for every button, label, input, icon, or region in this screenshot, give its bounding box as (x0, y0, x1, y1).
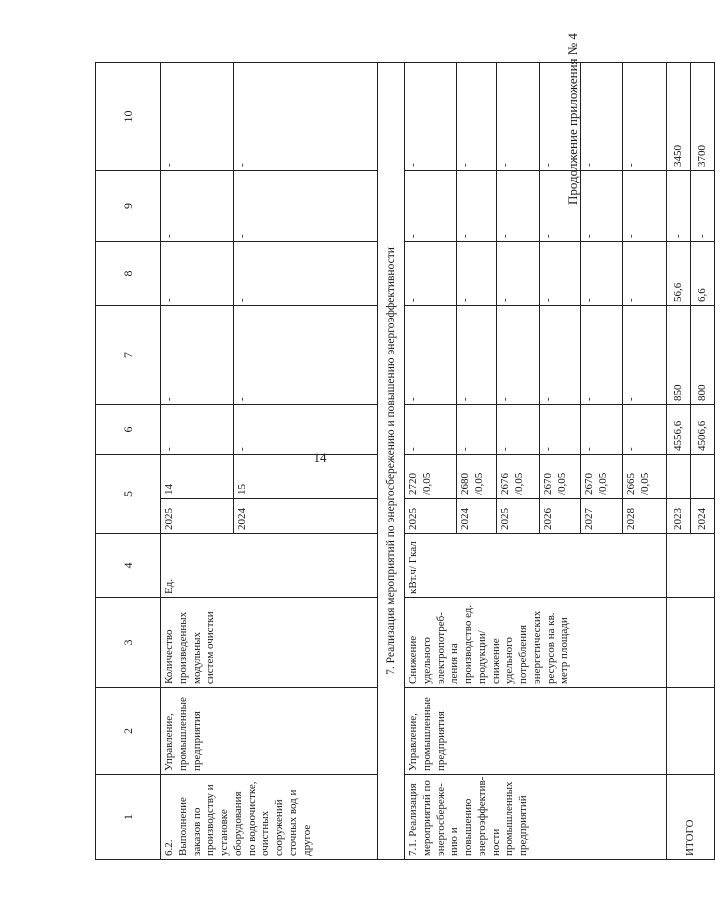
page-number: 14 (313, 450, 327, 465)
cell (667, 598, 715, 688)
value-cell: 15 (234, 455, 378, 499)
cell: 3450 (667, 63, 691, 171)
header-col-8: 8 (96, 242, 161, 306)
cell (667, 688, 715, 775)
header-col-5: 5 (96, 455, 161, 534)
value-cell: 14 (161, 455, 234, 499)
cell: - (623, 405, 667, 455)
cell: - (581, 405, 623, 455)
value-cell: 2720 /0,05 (405, 455, 457, 499)
row-7-1-indicator: Снижение удельного электропотреб-ления на производство ед. продукции/ снижение удельного потребления энергетических ресурсов на кв. метр площади (405, 598, 667, 688)
cell: 4506,6 (691, 405, 715, 455)
cell: - (540, 306, 581, 405)
section-7-title: 7. Реализация мероприятий по энергосбережению и повышению энергоэффективности (378, 63, 405, 860)
cell: - (581, 242, 623, 306)
value-cell (691, 455, 715, 499)
cell: - (497, 306, 540, 405)
year-cell: 2024 (691, 499, 715, 534)
cell: - (540, 242, 581, 306)
header-col-7: 7 (96, 306, 161, 405)
cell: - (457, 405, 497, 455)
header-col-10: 10 (96, 63, 161, 171)
header-col-1: 1 (96, 775, 161, 860)
cell: 800 (691, 306, 715, 405)
value-cell: 2665 /0,05 (623, 455, 667, 499)
year-cell: 2024 (457, 499, 497, 534)
header-col-4: 4 (96, 534, 161, 598)
value-cell: 2680 /0,05 (457, 455, 497, 499)
value-cell: 2670 /0,05 (540, 455, 581, 499)
cell: - (234, 171, 378, 242)
cell: - (457, 63, 497, 171)
table-row (161, 63, 234, 860)
year-cell: 2024 (234, 499, 378, 534)
cell: - (234, 405, 378, 455)
cell: - (457, 306, 497, 405)
header-col-6: 6 (96, 405, 161, 455)
cell: - (540, 171, 581, 242)
cell: 3700 (691, 63, 715, 171)
header-col-3: 3 (96, 598, 161, 688)
itogo-label: ИТОГО (667, 775, 715, 860)
cell: - (405, 306, 457, 405)
cell: 56,6 (667, 242, 691, 306)
cell: - (623, 242, 667, 306)
row-6-2-indicator: Количество произведенных модульных систем очистки (161, 598, 378, 688)
cell: 4556,6 (667, 405, 691, 455)
row-7-1-executor: Управление, промышленные предприятия (405, 688, 667, 775)
value-cell: 2676 /0,05 (497, 455, 540, 499)
year-cell: 2025 (405, 499, 457, 534)
cell: - (540, 63, 581, 171)
cell: - (667, 171, 691, 242)
cell: - (161, 306, 234, 405)
cell: - (405, 171, 457, 242)
cell: - (623, 63, 667, 171)
cell: - (581, 306, 623, 405)
cell: - (405, 242, 457, 306)
data-table (95, 62, 715, 860)
header-row (96, 63, 161, 860)
cell: - (161, 242, 234, 306)
year-cell: 2025 (497, 499, 540, 534)
section-row (378, 63, 405, 860)
cell: - (234, 242, 378, 306)
row-7-1-unit: кВт.ч/ Гкал (405, 534, 667, 598)
header-col-9: 9 (96, 171, 161, 242)
cell: - (581, 63, 623, 171)
cell: - (405, 405, 457, 455)
cell: - (497, 242, 540, 306)
year-cell: 2026 (540, 499, 581, 534)
year-cell: 2025 (161, 499, 234, 534)
row-6-2-executor: Управление, промышленные предприятия (161, 688, 378, 775)
year-cell: 2023 (667, 499, 691, 534)
table-row (667, 63, 691, 860)
cell: - (623, 171, 667, 242)
cell: - (457, 171, 497, 242)
cell: - (497, 405, 540, 455)
value-cell (667, 455, 691, 499)
cell: - (540, 405, 581, 455)
cell: - (234, 63, 378, 171)
cell: - (405, 63, 457, 171)
cell: - (497, 63, 540, 171)
cell: - (161, 405, 234, 455)
row-7-1-name: 7.1. Реализация мероприятий по энергосбереже-нию и повышению энергоэффектив-ности промышленных предприятий (405, 775, 667, 860)
cell: - (623, 306, 667, 405)
cell: 6,6 (691, 242, 715, 306)
cell (667, 534, 715, 598)
cell: - (497, 171, 540, 242)
cell: - (457, 242, 497, 306)
year-cell: 2027 (581, 499, 623, 534)
table-row (405, 63, 457, 860)
value-cell: 2670 /0,05 (581, 455, 623, 499)
row-6-2-name: 6.2. Выполнение заказов по производству и установке оборудования по водоочистке, очистных сооружений сточных вод и другое (161, 775, 378, 860)
year-cell: 2028 (623, 499, 667, 534)
row-6-2-unit: Ед. (161, 534, 378, 598)
cell: - (161, 63, 234, 171)
cell: - (691, 171, 715, 242)
cell: - (234, 306, 378, 405)
header-col-2: 2 (96, 688, 161, 775)
cell: - (161, 171, 234, 242)
appendix-note: Продолжение приложения № 4 (565, 33, 580, 205)
cell: 850 (667, 306, 691, 405)
cell: - (581, 171, 623, 242)
